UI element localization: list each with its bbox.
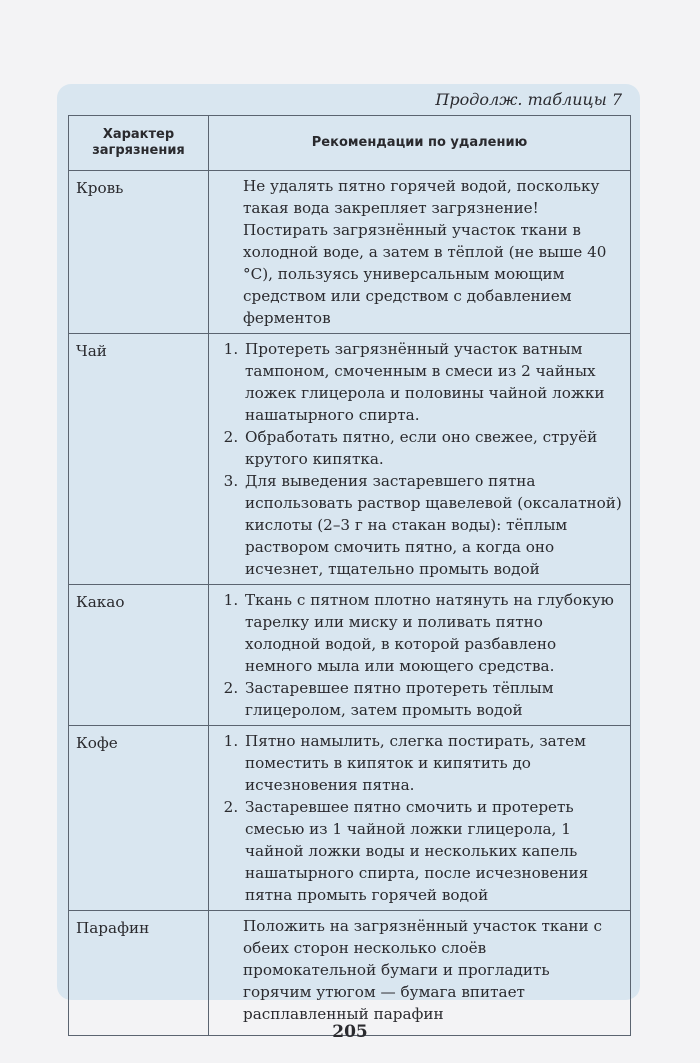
recommendation-list — [219, 589, 622, 721]
table-continuation-caption: Продолж. таблицы 7 — [435, 90, 622, 109]
stain-name: Какао — [69, 585, 209, 726]
stain-name: Чай — [69, 334, 209, 585]
table-row — [69, 171, 631, 334]
recommendation-list-cell — [209, 334, 631, 585]
list-item: 2. Застаревшее пятно протереть тёплым глицеролом, затем промыть водой — [243, 677, 622, 721]
list-item: 2. Обработать пятно, если оно свежее, струёй крутого кипятка. — [243, 426, 622, 470]
list-item: 2. Застаревшее пятно смочить и протереть смесью из 1 чайной ложки глицерола, 1 чайной ложки воды и нескольких капель нашатырного спирта, после исчезновения пятна промыть горячей водой — [243, 796, 622, 906]
table-row — [69, 334, 631, 585]
table-row — [69, 911, 631, 1036]
recommendation-list-cell — [209, 726, 631, 911]
recommendation-list — [219, 338, 622, 580]
recommendation-text: Положить на загрязнённый участок ткани с обеих сторон несколько слоёв промокательной бумаги и прогладить горячим утюгом — бумага впитает расплавленный парафин — [209, 911, 631, 1036]
list-item: 3. Для выведения застаревшего пятна использовать раствор щавелевой (оксалатной) кислоты (2–3 г на стакан воды): тёплым раствором смочить пятно, а когда оно исчезнет, тщательно промыть водой — [243, 470, 622, 580]
stain-name: Кровь — [69, 171, 209, 334]
header-recommendations: Рекомендации по удалению — [209, 116, 631, 171]
recommendation-list-cell — [209, 585, 631, 726]
table-header-row — [69, 116, 631, 171]
stain-name: Парафин — [69, 911, 209, 1036]
header-stain-type: Характер загрязнения — [69, 116, 209, 171]
page-number: 205 — [332, 1022, 368, 1042]
recommendation-list — [219, 730, 622, 906]
table-row — [69, 585, 631, 726]
list-item: 1. Ткань с пятном плотно натянуть на глубокую тарелку или миску и поливать пятно холодной водой, в которой разбавлено немного мыла или моющего средства. — [243, 589, 622, 677]
list-item: 1. Протереть загрязнённый участок ватным тампоном, смоченным в смеси из 2 чайных ложек глицерола и половины чайной ложки нашатырного спирта. — [243, 338, 622, 426]
table-row — [69, 726, 631, 911]
list-item: 1. Пятно намылить, слегка постирать, затем поместить в кипяток и кипятить до исчезновения пятна. — [243, 730, 622, 796]
recommendation-text: Не удалять пятно горячей водой, поскольку такая вода закрепляет загрязнение! Постирать загрязнённый участок ткани в холодной воде, а затем в тёплой (не выше 40 °С), пользуясь универсальным моющим средством или средством с добавлением ферментов — [209, 171, 631, 334]
stain-removal-table — [68, 115, 631, 1036]
stain-name: Кофе — [69, 726, 209, 911]
